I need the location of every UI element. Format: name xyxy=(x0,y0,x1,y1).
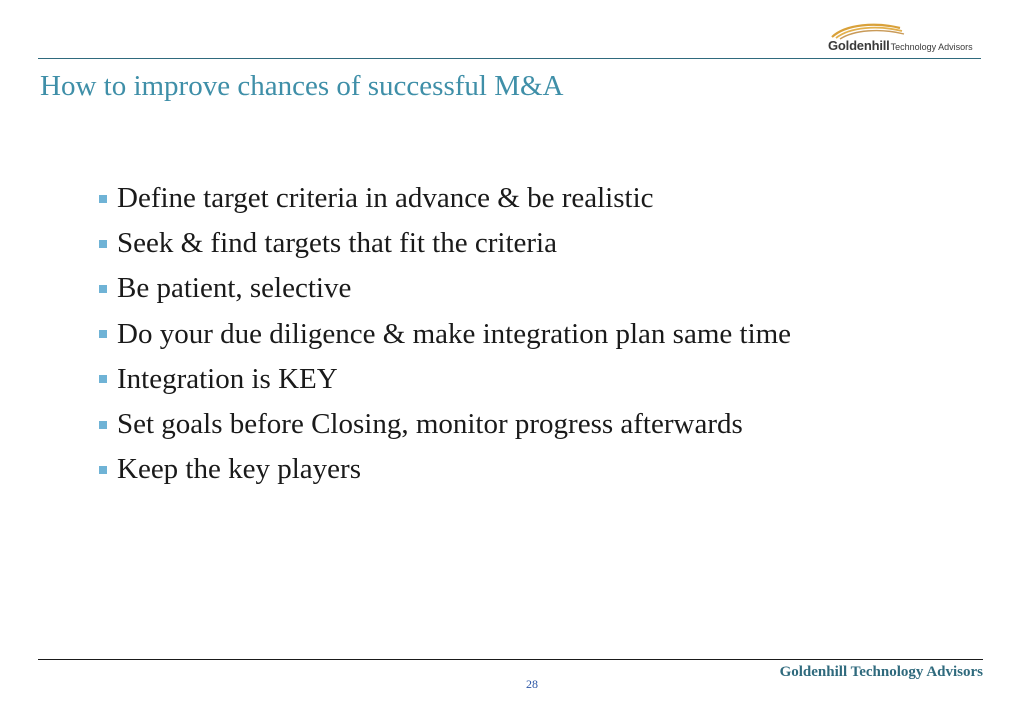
bullet-item xyxy=(99,176,791,221)
header-divider xyxy=(38,58,981,59)
bullet-text: Set goals before Closing, monitor progress afterwards xyxy=(117,408,743,441)
slide-title: How to improve chances of successful M&A xyxy=(40,70,564,102)
bullet-item xyxy=(99,357,791,402)
bullet-text: Do your due diligence & make integration plan same time xyxy=(117,317,792,350)
bullet-item xyxy=(99,447,791,492)
footer-divider xyxy=(38,659,983,660)
bullet-list xyxy=(99,176,791,492)
logo-wordmark xyxy=(828,37,973,55)
bullet-item xyxy=(99,312,791,357)
square-bullet-icon xyxy=(99,285,107,293)
bullet-item xyxy=(99,402,791,447)
bullet-text: Integration is KEY xyxy=(117,362,338,395)
square-bullet-icon xyxy=(99,240,107,248)
logo-main-text: Goldenhill xyxy=(828,38,890,53)
square-bullet-icon xyxy=(99,375,107,383)
bullet-text: Define target criteria in advance & be realistic xyxy=(117,182,654,215)
bullet-text: Seek & find targets that fit the criteria xyxy=(117,227,557,260)
bullet-item xyxy=(99,221,791,266)
square-bullet-icon xyxy=(99,195,107,203)
footer-company-name: Goldenhill Technology Advisors xyxy=(779,664,983,680)
square-bullet-icon xyxy=(99,466,107,474)
bullet-item xyxy=(99,266,791,311)
page-number: 28 xyxy=(526,677,538,691)
logo-sub-text: Technology Advisors xyxy=(890,42,973,52)
square-bullet-icon xyxy=(99,330,107,338)
square-bullet-icon xyxy=(99,421,107,429)
company-logo xyxy=(826,22,986,56)
bullet-text: Keep the key players xyxy=(117,453,361,486)
bullet-text: Be patient, selective xyxy=(117,272,352,305)
